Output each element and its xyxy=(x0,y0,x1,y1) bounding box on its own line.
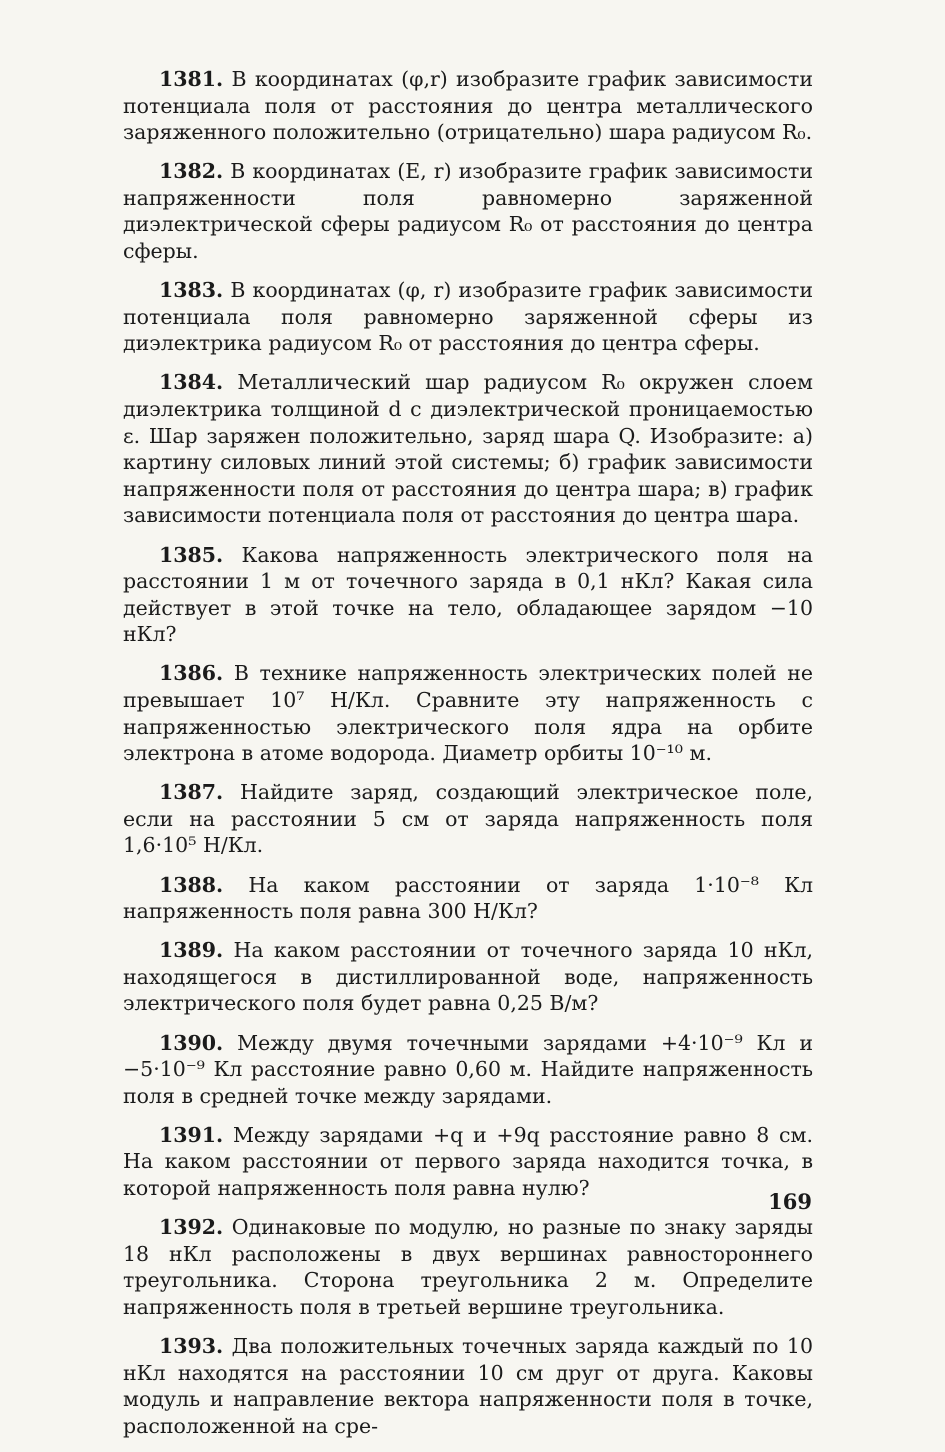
problem-1393 xyxy=(123,1333,813,1439)
problem-1385 xyxy=(123,542,813,648)
problem-1382 xyxy=(123,158,813,264)
problem-text: На каком расстоянии от заряда 1·10⁻⁸ Кл напряженность поля равна 300 Н/Кл? xyxy=(123,872,813,924)
problem-text: В технике напряженность электрических полей не превышает 10⁷ Н/Кл. Сравните эту напряженность с напряженностью электрического поля ядра на орбите электрона в атоме водорода. Диаметр орбиты 10⁻¹⁰ м. xyxy=(123,661,813,766)
problem-number: 1384. xyxy=(159,370,224,395)
problem-number: 1388. xyxy=(159,872,224,897)
problem-text: В координатах (φ,r) изобразите график зависимости потенциала поля от расстояния до центра металлического заряженного положительно (отрицательно) шара радиусом R₀. xyxy=(123,67,813,145)
problem-number: 1381. xyxy=(159,67,224,91)
problem-number: 1385. xyxy=(159,542,224,567)
problem-1386 xyxy=(123,660,813,766)
problem-number: 1390. xyxy=(159,1030,224,1055)
problem-number: 1383. xyxy=(159,278,224,303)
problem-text: Между двумя точечными зарядами +4·10⁻⁹ Кл и −5·10⁻⁹ Кл расстояние равно 0,60 м. Найдите напряженность поля в средней точке между зарядами. xyxy=(123,1030,813,1108)
problem-text: Какова напряженность электрического поля на расстоянии 1 м от точечного заряда в 0,1 нКл? Какая сила действует в этой точке на тело, обладающее зарядом −10 нКл? xyxy=(123,542,813,647)
problem-text: В координатах (E, r) изобразите график зависимости напряженности поля равномерно заряженной диэлектрической сферы радиусом R₀ от расстояния до центра сферы. xyxy=(123,159,813,264)
problem-1383 xyxy=(123,277,813,357)
problem-number: 1393. xyxy=(159,1333,224,1358)
problem-1388 xyxy=(123,872,813,925)
problem-1392 xyxy=(123,1214,813,1320)
problem-1384 xyxy=(123,369,813,529)
problem-number: 1382. xyxy=(159,159,224,184)
problem-text: Два положительных точечных заряда каждый по 10 нКл находятся на расстоянии 10 см друг от друга. Каковы модуль и направление вектора напряженности поля в точке, расположенной на сре- xyxy=(123,1333,813,1438)
problem-text: Между зарядами +q и +9q расстояние равно 8 см. На каком расстоянии от первого заряда находится точка, в которой напряженность поля равна нулю? xyxy=(123,1122,813,1200)
problem-number: 1392. xyxy=(159,1215,224,1240)
problem-number: 1387. xyxy=(159,780,224,805)
problems-list xyxy=(123,66,813,1452)
problem-text: На каком расстоянии от точечного заряда 10 нКл, находящегося в дистиллированной воде, напряженность электрического поля будет равна 0,25 В/м? xyxy=(123,938,813,1016)
problem-number: 1391. xyxy=(159,1122,224,1147)
problem-1381 xyxy=(123,66,813,146)
problem-1391 xyxy=(123,1122,813,1202)
problem-text: Металлический шар радиусом R₀ окружен слоем диэлектрика толщиной d с диэлектрической проницаемостью ε. Шар заряжен положительно, заряд шара Q. Изобразите: а) картину силовых линий этой системы; б) график зависимости напряженности поля от расстояния до центра шара; в) график зависимости потенциала поля от расстояния до центра шара. xyxy=(123,370,813,528)
problem-number: 1386. xyxy=(159,661,224,686)
problem-number: 1389. xyxy=(159,938,224,963)
problem-text: Найдите заряд, создающий электрическое поле, если на расстоянии 5 см от заряда напряженность поля 1,6·10⁵ Н/Кл. xyxy=(123,780,813,858)
problem-text: В координатах (φ, r) изобразите график зависимости потенциала поля равномерно заряженной сферы из диэлектрика радиусом R₀ от расстояния до центра сферы. xyxy=(123,278,813,356)
problem-1390 xyxy=(123,1030,813,1110)
problem-1387 xyxy=(123,779,813,859)
page-number: 169 xyxy=(768,1189,812,1214)
problem-1389 xyxy=(123,937,813,1017)
problem-text: Одинаковые по модулю, но разные по знаку заряды 18 нКл расположены в двух вершинах равностороннего треугольника. Сторона треугольника 2 м. Определите напряженность поля в третьей вершине треугольника. xyxy=(123,1215,813,1319)
